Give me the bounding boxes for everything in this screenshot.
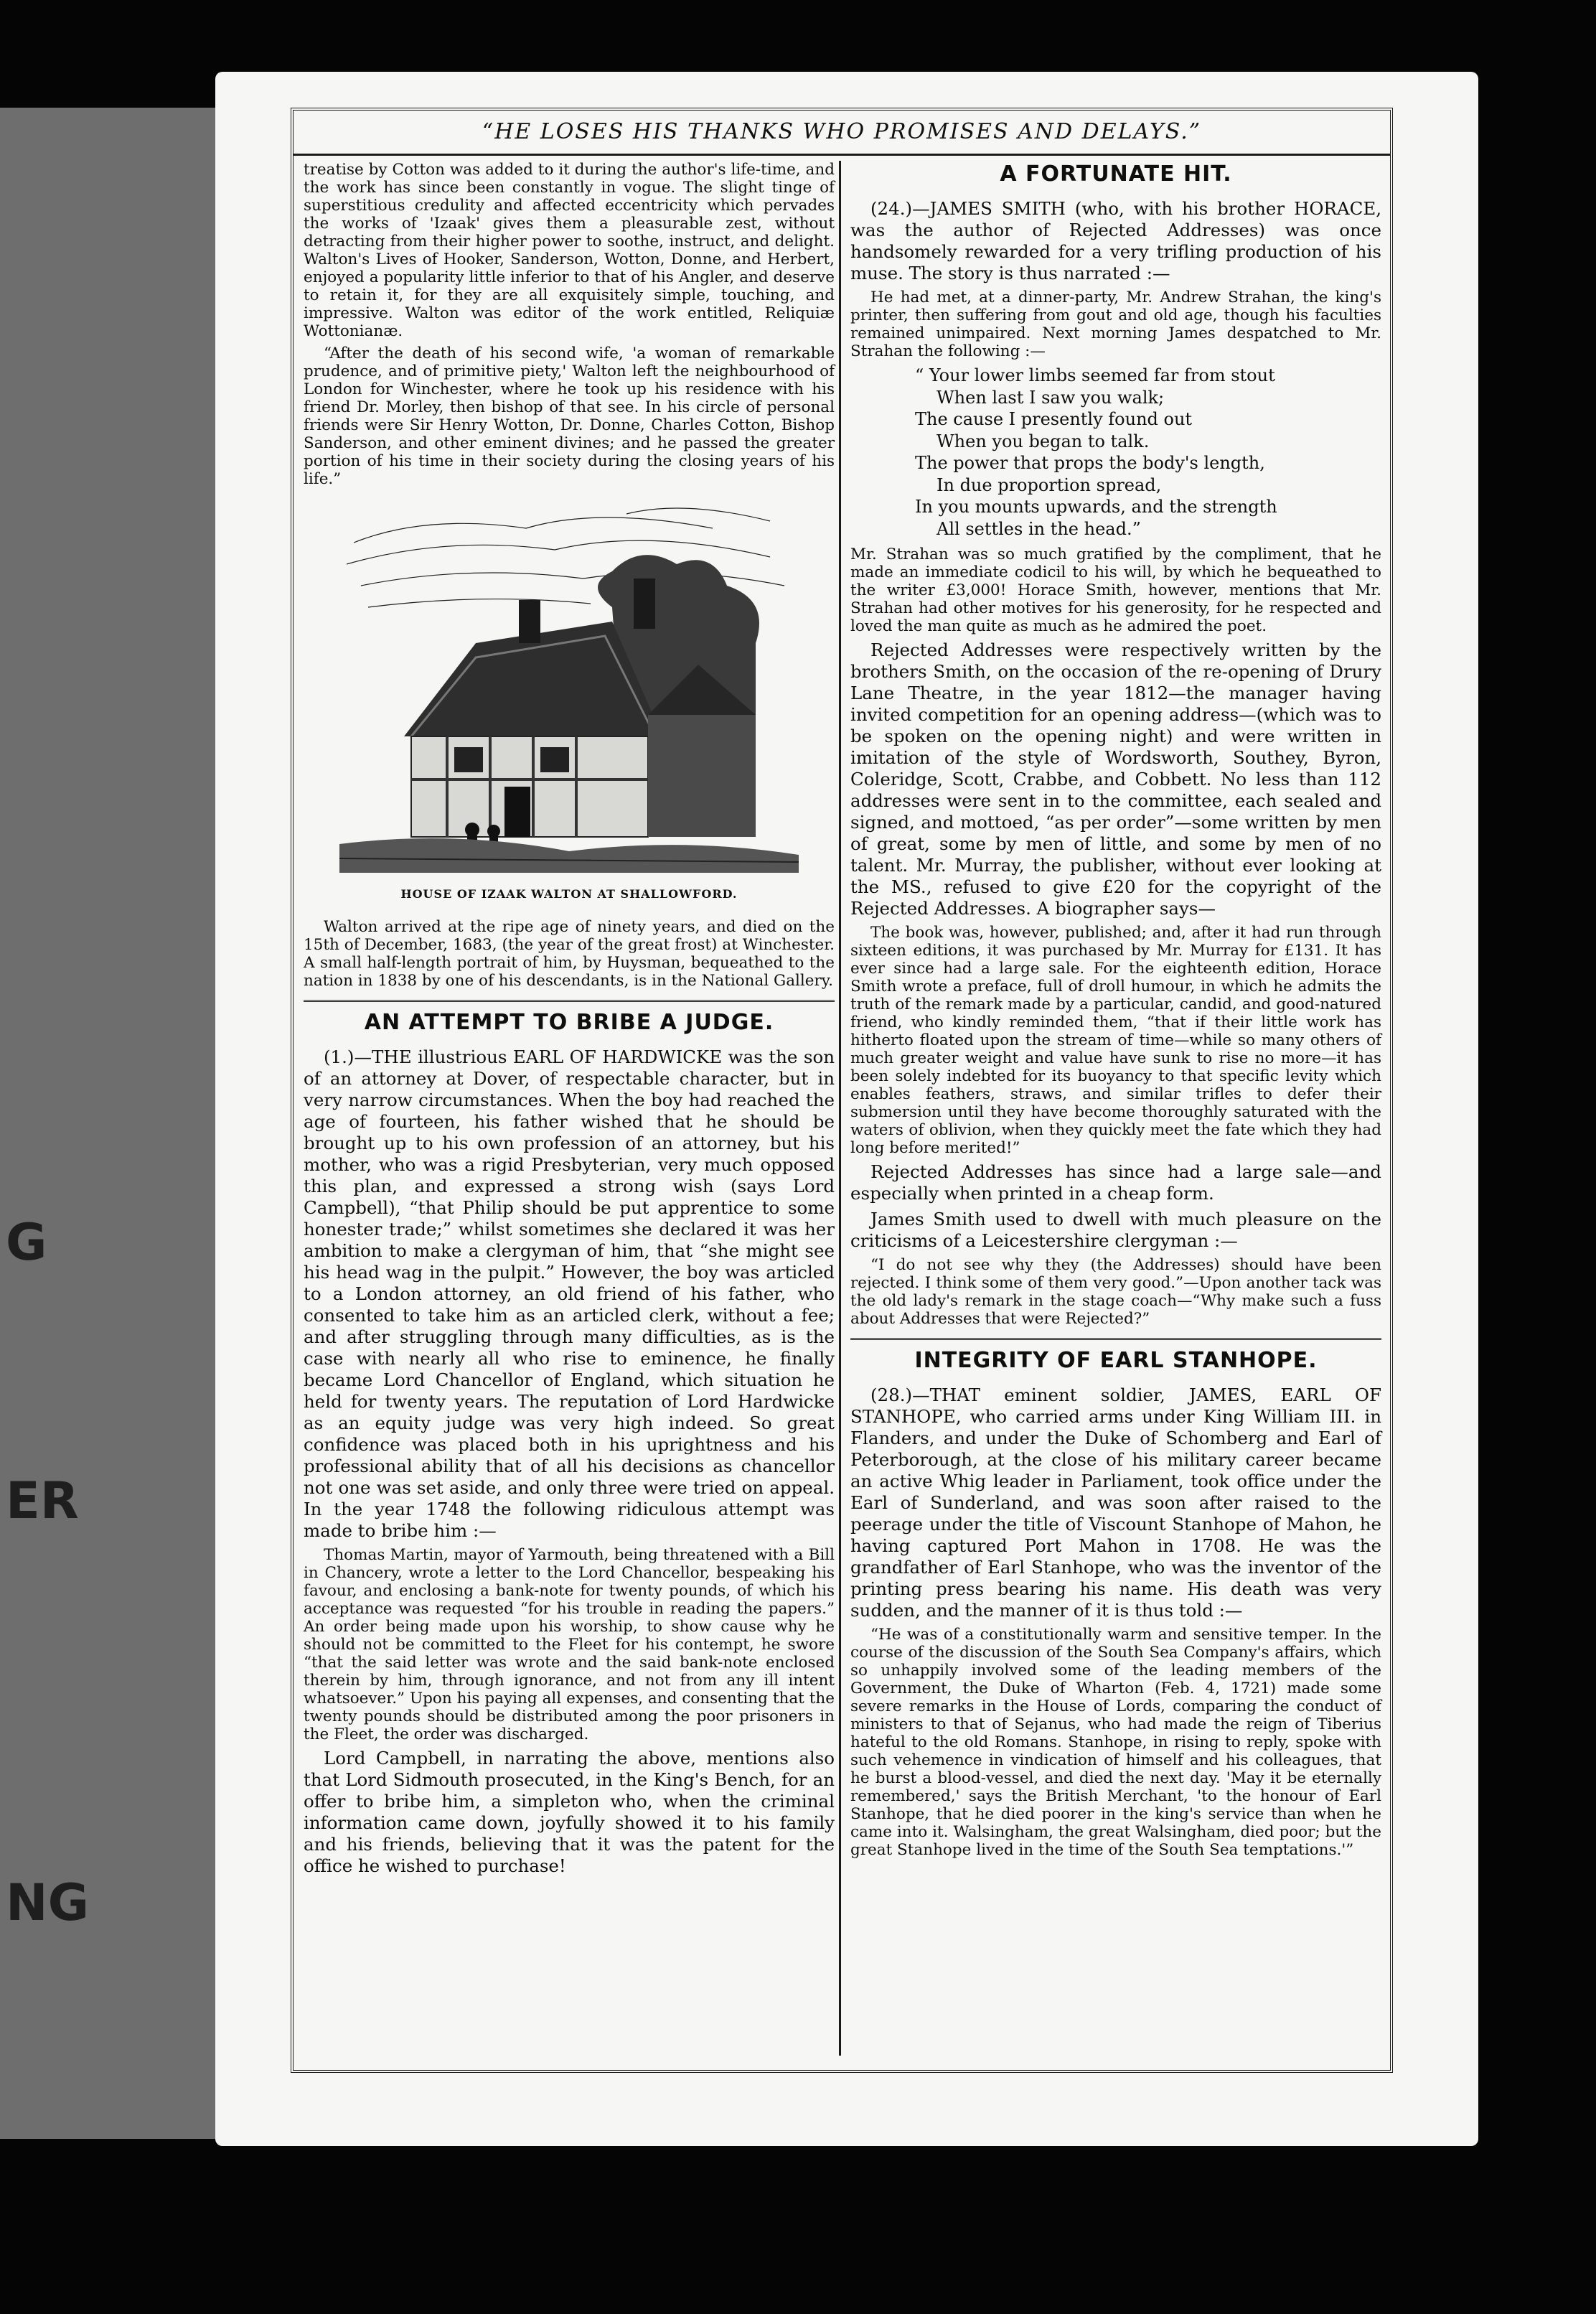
page-header: “HE LOSES HIS THANKS WHO PROMISES AND DELAYS.” bbox=[294, 111, 1390, 156]
fortunate-paragraph-5: The book was, however, published; and, after it had run through sixteen editions, it was purchased by Mr. Murray for £131. It has ever since had a large sale. For the eighteenth edition, Horace Smith wrote a preface, full of droll humour, in which he admits the truth of the remark made by a particular, candid, and good-natured friend, who kindly reminded them, “that if their little work has hitherto floated upon the stream of time—while so many others of much greater weight and value have sunk to rise no more—it has been solely indebted for its buoyancy to that specific levity which enables feathers, straws, and similar trifles to defer their submersion until they have become thoroughly saturated with the waters of oblivion, when they quickly meet the fate which they had long before merited!” bbox=[850, 924, 1381, 1157]
poem-line: The power that props the body's length, bbox=[915, 453, 1265, 473]
poem bbox=[915, 365, 1381, 540]
poem-line: In due proportion spread, bbox=[937, 474, 1162, 495]
figure-caption: HOUSE OF IZAAK WALTON AT SHALLOWFORD. bbox=[400, 887, 738, 901]
cover-letter: ER bbox=[6, 1471, 79, 1530]
fortunate-paragraph-2: He had met, at a dinner-party, Mr. Andrew Strahan, the king's printer, then suffering from gout and old age, though his faculties remained unimpaired. Next morning James despatched to Mr. Strahan the following :— bbox=[850, 289, 1381, 360]
poem-line: All settles in the head.” bbox=[937, 518, 1141, 539]
intro-paragraph: treatise by Cotton was added to it during the author's life-time, and the work has since been constantly in vogue. The slight tinge of superstitious credulity and affected eccentricity which pervades the works of 'Izaak' gives them a pleasurable zest, without detracting from their higher power to soothe, instruct, and delight. Walton's Lives of Hooker, Sanderson, Wotton, Donne, and Herbert, enjoyed a popularity little inferior to that of his Angler, and deserve to retain it, for they are all exquisitely simple, touching, and impressive. Walton was editor of the work entitled, Reliquiæ Wottonianæ. bbox=[304, 161, 835, 340]
bribe-paragraph-2: Thomas Martin, mayor of Yarmouth, being threatened with a Bill in Chancery, wrote a letter to the Lord Chancellor, bespeaking his favour, and enclosing a bank-note for twenty pounds, of which his acceptance was requested “for his trouble in reading the papers.” An order being made upon his worship, to show cause why he should not be committed to the Fleet for his contempt, he swore “that the said letter was wrote and the said bank-note enclosed therein by him, through ignorance, and not from any ill intent whatsoever.” Upon his paying all expenses, and consenting that the twenty pounds should be distributed among the poor prisoners in the Fleet, the order was discharged. bbox=[304, 1546, 835, 1743]
bribe-paragraph-3: Lord Campbell, in narrating the above, mentions also that Lord Sidmouth prosecuted, in the King's Bench, for an offer to bribe him, a simpleton who, when the criminal information came down, joyfully showed it to his family and his friends, believing that it was the patent for the office he wished to purchase! bbox=[304, 1748, 835, 1876]
section-title-stanhope: INTEGRITY OF EARL STANHOPE. bbox=[914, 1348, 1318, 1373]
left-column bbox=[304, 161, 835, 2056]
cover-letter: G bbox=[6, 1213, 47, 1272]
house-illustration bbox=[339, 500, 799, 873]
quote-paragraph: “After the death of his second wife, 'a woman of remarkable prudence, and of primitive piety,' Walton left the neighbourhood of London for Winchester, where he took up his residence with his friend Dr. Morley, then bishop of that see. In his circle of personal friends were Sir Henry Wotton, Dr. Donne, Charles Cotton, Bishop Sanderson, and other eminent divines; and he passed the greater portion of his time in their society during the closing years of his life.” bbox=[304, 345, 835, 488]
cover-letter: NG bbox=[6, 1873, 90, 1932]
poem-line: When last I saw you walk; bbox=[937, 387, 1165, 408]
house-engraving bbox=[339, 500, 799, 905]
after-figure-paragraph: Walton arrived at the ripe age of ninety years, and died on the 15th of December, 1683, (the year of the great frost) at Winchester. A small half-length portrait of him, by Huysman, bequeathed to the nation in 1838 by one of his descendants, is in the National Gallery. bbox=[304, 918, 835, 990]
printed-page bbox=[215, 72, 1478, 2146]
section-title-bribe-judge: AN ATTEMPT TO BRIBE A JUDGE. bbox=[364, 1010, 774, 1035]
page-frame bbox=[291, 108, 1393, 2073]
fortunate-paragraph-3: Mr. Strahan was so much gratified by the compliment, that he made an immediate codicil to his will, by which he bequeathed to the writer £3,000! Horace Smith, however, mentions that Mr. Strahan had other motives for his generosity, for he respected and loved the man quite as much as he admired the poet. bbox=[850, 545, 1381, 635]
bribe-paragraph-1: (1.)—THE illustrious EARL OF HARDWICKE was the son of an attorney at Dover, of respectable character, but in very narrow circumstances. When the boy had reached the age of fourteen, his father wished that he should be brought up to his own profession of an attorney, but his mother, who was a rigid Presbyterian, very much opposed this plan, and expressed a strong wish (says Lord Campbell), “that Philip should be put apprentice to some honester trade;” whilst sometimes she declared it was her ambition to make a clergyman of him, that “she might see his head wag in the pulpit.” However, the boy was articled to a London attorney, an old friend of his father, who consented to take him as an articled clerk, without a fee; and after struggling through many difficulties, as is the case with nearly all who rise to eminence, he finally became Lord Chancellor of England, which situation he held for twenty years. The reputation of Lord Hardwicke as an equity judge was very high indeed. So great confidence was placed both in his uprightness and his professional ability that of all his decisions as chancellor not one was set aside, and only three were tried on appeal. In the year 1748 the following ridiculous attempt was made to bribe him :— bbox=[304, 1046, 835, 1541]
poem-line: In you mounts upwards, and the strength bbox=[915, 497, 1277, 517]
section-title-fortunate-hit: A FORTUNATE HIT. bbox=[1000, 161, 1232, 187]
right-column bbox=[850, 161, 1381, 2056]
fortunate-paragraph-8: “I do not see why they (the Addresses) should have been rejected. I think some of them very good.”—Upon another tack was the old lady's remark in the stage coach—“Why make such a fuss about Addresses that were Rejected?” bbox=[850, 1256, 1381, 1328]
section-rule bbox=[850, 1338, 1381, 1340]
fortunate-paragraph-6: Rejected Addresses has since had a large sale—and especially when printed in a cheap form. bbox=[850, 1161, 1381, 1204]
poem-line: “ Your lower limbs seemed far from stout bbox=[915, 365, 1275, 385]
column-divider bbox=[839, 161, 841, 2056]
stanhope-paragraph-2: “He was of a constitutionally warm and sensitive temper. In the course of the discussion of the South Sea Company's affairs, which so unhappily involved some of the leading members of the Government, the Duke of Wharton (Feb. 4, 1721) made some severe remarks in the House of Lords, comparing the conduct of ministers to that of Sejanus, who had made the reign of Tiberius hateful to the old Romans. Stanhope, in rising to reply, spoke with such vehemence in vindication of himself and his colleagues, that he burst a blood-vessel, and died the next day. 'May it be eternally remembered,' says the British Merchant, 'to the honour of Earl Stanhope, that he died poorer in the king's service than when he came into it. Walsingham, the great Walsingham, died poor; but the great Stanhope lived in the time of the South Sea temptations.'” bbox=[850, 1626, 1381, 1859]
section-rule bbox=[304, 1000, 835, 1002]
fortunate-paragraph-1: (24.)—JAMES SMITH (who, with his brother HORACE, was the author of Rejected Addresses) was once handsomely rewarded for a very trifling production of his muse. The story is thus narrated :— bbox=[850, 198, 1381, 284]
stanhope-paragraph-1: (28.)—THAT eminent soldier, JAMES, EARL OF STANHOPE, who carried arms under King William III. in Flanders, and under the Duke of Schomberg and Earl of Peterborough, at the close of his military career became an active Whig leader in Parliament, took office under the Earl of Sunderland, and was soon after raised to the peerage under the title of Viscount Stanhope of Mahon, he having captured Port Mahon in 1708. He was the grandfather of Earl Stanhope, who was the inventor of the printing press bearing his name. His death was very sudden, and the manner of it is thus told :— bbox=[850, 1385, 1381, 1621]
fortunate-paragraph-4: Rejected Addresses were respectively written by the brothers Smith, on the occasion of the re-opening of Drury Lane Theatre, in the year 1812—the manager having invited competition for an opening address—(which was to be spoken on the opening night) and were written in imitation of the style of Wordsworth, Southey, Byron, Coleridge, Scott, Crabbe, and Cobbett. No less than 112 addresses were sent in to the committee, each sealed and signed, and mottoed, “as per order”—some written by men of great, some by men of little, and some by men of no talent. Mr. Murray, the publisher, without ever looking at the MS., refused to give £20 for the copyright of the Rejected Addresses. A biographer says— bbox=[850, 640, 1381, 919]
poem-line: When you began to talk. bbox=[937, 431, 1150, 451]
poem-line: The cause I presently found out bbox=[915, 409, 1193, 429]
fortunate-paragraph-7: James Smith used to dwell with much pleasure on the criticisms of a Leicestershire clergyman :— bbox=[850, 1209, 1381, 1251]
